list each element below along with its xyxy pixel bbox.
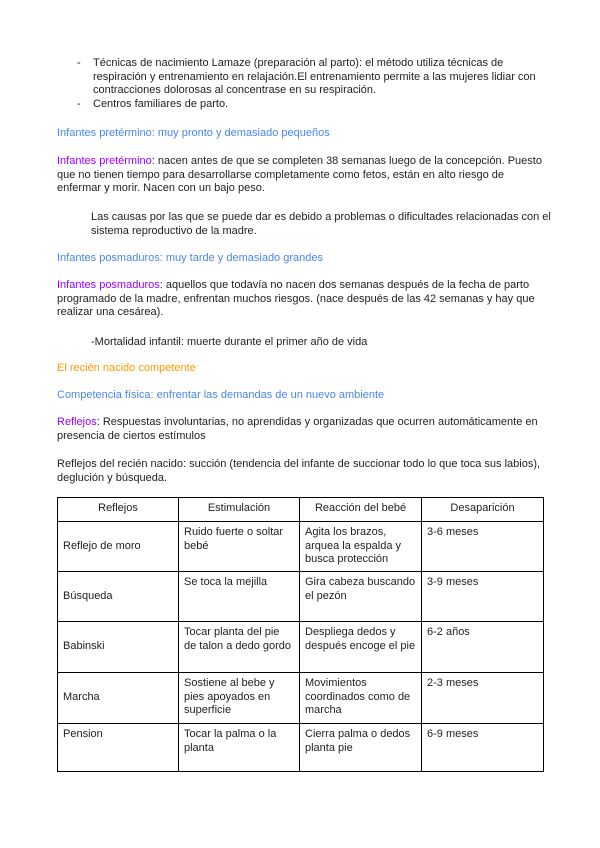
reflexes-term: Reflejos bbox=[57, 416, 97, 428]
table-row bbox=[58, 622, 544, 673]
column-header: Reflejos bbox=[58, 498, 179, 522]
column-header: Estimulación bbox=[179, 498, 300, 522]
table-header-row bbox=[58, 498, 544, 522]
table-cell: Pension bbox=[58, 724, 179, 772]
table-cell: Movimientos coordinados como de marcha bbox=[300, 673, 422, 724]
table-cell: Babinski bbox=[58, 622, 179, 673]
bullet-list bbox=[57, 57, 547, 111]
table-row bbox=[58, 522, 544, 572]
table-cell: 3-6 meses bbox=[422, 522, 544, 572]
table-cell: 3-9 meses bbox=[422, 572, 544, 622]
physical-competence-heading: Competencia física: enfrentar las demandas de un nuevo ambiente bbox=[57, 389, 385, 401]
table-cell: Sostiene al bebe y pies apoyados en superficie bbox=[179, 673, 300, 724]
postmature-heading: Infantes posmaduros: muy tarde y demasiado grandes bbox=[57, 252, 323, 264]
bullet-marker: - bbox=[77, 97, 81, 110]
postmature-definition-text: : aquellos que todavía no nacen dos semanas después de la fecha de parto programado de la madre, enfrentan muchos riesgos. (nace después de las 42 semanas y hay que realizar una cesárea). bbox=[57, 279, 535, 318]
newborn-reflexes: Reflejos del recién nacido: succión (tendencia del infante de succionar todo lo que toca sus labios), deglución y búsqueda. bbox=[57, 458, 541, 484]
preterm-definition-text: : nacen antes de que se completen 38 semanas luego de la concepción. Puesto que no tienen tiempo para desarrollarse completamente como fetos, están en alto riesgo de enfermar y morir. Nacen con un bajo peso. bbox=[57, 155, 542, 194]
table-cell: Ruido fuerte o soltar bebé bbox=[179, 522, 300, 572]
table-cell: Reflejo de moro bbox=[58, 522, 179, 572]
table-cell: 2-3 meses bbox=[422, 673, 544, 724]
postmature-definition bbox=[57, 279, 547, 320]
table-row bbox=[58, 673, 544, 724]
table-cell: 6-2 años bbox=[422, 622, 544, 673]
preterm-heading: Infantes pretérmino: muy pronto y demasiado pequeños bbox=[57, 127, 330, 139]
column-header: Desaparición bbox=[422, 498, 544, 522]
reflexes-table bbox=[57, 497, 544, 772]
table-cell: Despliega dedos y después encoge el pie bbox=[300, 622, 422, 673]
table-cell: Agita los brazos, arquea la espalda y busca protección bbox=[300, 522, 422, 572]
table-cell: Tocar planta del pie de talon a dedo gordo bbox=[179, 622, 300, 673]
table-cell: 6-9 meses bbox=[422, 724, 544, 772]
preterm-causes: Las causas por las que se puede dar es debido a problemas o dificultades relacionadas con el sistema reproductivo de la madre. bbox=[91, 211, 551, 237]
bullet-marker: - bbox=[77, 57, 81, 69]
section-heading: El recién nacido competente bbox=[57, 362, 196, 374]
column-header: Reacción del bebé bbox=[300, 498, 422, 522]
table-cell: Se toca la mejilla bbox=[179, 572, 300, 622]
table-row bbox=[58, 724, 544, 772]
postmature-term: Infantes posmaduros bbox=[57, 279, 160, 291]
preterm-definition bbox=[57, 155, 547, 196]
reflexes-definition-text: : Respuestas involuntarias, no aprendidas y organizadas que ocurren automáticamente en presencia de ciertos estímulos bbox=[57, 416, 538, 442]
reflexes-definition bbox=[57, 416, 547, 443]
table-row bbox=[58, 572, 544, 622]
table-cell: Tocar la palma o la planta bbox=[179, 724, 300, 772]
infant-mortality: -Mortalidad infantil: muerte durante el primer año de vida bbox=[91, 336, 368, 348]
list-item bbox=[57, 57, 547, 98]
list-item-text: Centros familiares de parto. bbox=[93, 97, 229, 110]
table-cell: Gira cabeza buscando el pezón bbox=[300, 572, 422, 622]
preterm-term: Infantes pretérmino bbox=[57, 155, 152, 167]
table-cell: Cierra palma o dedos planta pie bbox=[300, 724, 422, 772]
table-cell: Búsqueda bbox=[58, 572, 179, 622]
list-item-text: Técnicas de nacimiento Lamaze (preparación al parto): el método utiliza técnicas de respiración y entrenamiento en relajación.El entrenamiento permite a las mujeres lidiar con contracciones dolorosas al concentrase en su respiración. bbox=[93, 57, 536, 96]
table-cell: Marcha bbox=[58, 673, 179, 724]
list-item bbox=[57, 98, 547, 112]
